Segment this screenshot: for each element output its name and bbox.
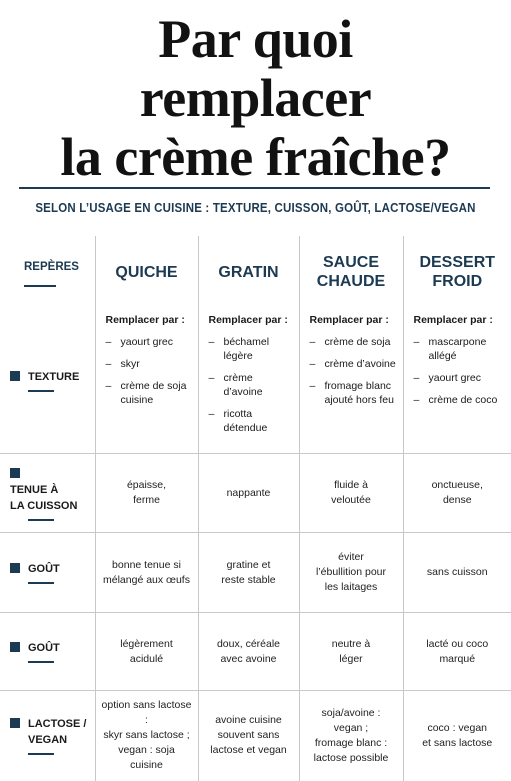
cell-line: épaisse, — [102, 478, 192, 493]
dash-bullet-icon: – — [310, 379, 325, 407]
cell-line: skyr sans lactose ; — [102, 728, 192, 743]
cell-line: lacté ou coco — [410, 637, 506, 652]
column-header-sauce-chaude — [299, 236, 403, 308]
row-label-underline — [28, 582, 54, 584]
cell-line: reste stable — [205, 573, 293, 588]
list-item-text: fromage blanc ajouté hors feu — [325, 379, 399, 407]
list-item-text: mascarpone allégé — [429, 335, 508, 363]
table-row-gout-2 — [0, 613, 511, 691]
list-item — [414, 371, 508, 385]
cell-line: marqué — [410, 652, 506, 667]
list-item-text: crème de coco — [429, 393, 508, 407]
cell-line: l’ébullition pour — [306, 565, 397, 580]
row-label-lactose — [0, 691, 95, 781]
table-cell — [198, 454, 299, 533]
column-header-quiche — [95, 236, 198, 308]
cell-line: mélangé aux œufs — [102, 573, 192, 588]
row-label-line1: LACTOSE / — [28, 718, 86, 730]
cell-line: sans cuisson — [410, 565, 506, 580]
list-item — [310, 357, 399, 371]
cell-line: coco : vegan — [410, 721, 506, 736]
title-line-3: la crème fraîche? — [0, 128, 511, 187]
table-row-lactose — [0, 691, 511, 781]
dash-bullet-icon: – — [414, 371, 429, 385]
cell-line: onctueuse, — [410, 478, 506, 493]
dash-bullet-icon: – — [310, 357, 325, 371]
table-cell — [198, 613, 299, 691]
table-cell — [95, 613, 198, 691]
list-item — [310, 335, 399, 349]
table-cell — [403, 613, 511, 691]
row-label-underline — [28, 519, 54, 521]
list-item-text: skyr — [121, 357, 194, 371]
table-row-texture — [0, 308, 511, 454]
cell-line: fromage blanc : — [306, 736, 397, 751]
cell-line: acidulé — [102, 652, 192, 667]
cell-line: avec avoine — [205, 652, 293, 667]
list-item-text: yaourt grec — [429, 371, 508, 385]
square-bullet-icon — [10, 642, 20, 652]
texture-cell-quiche — [95, 308, 198, 454]
cell-line: gratine et — [205, 558, 293, 573]
cell-line: légèrement — [102, 637, 192, 652]
column-header-sauce-line1: SAUCE — [300, 253, 403, 272]
list-item — [106, 379, 194, 407]
cell-line: lactose et vegan — [205, 743, 293, 758]
list-item — [209, 335, 295, 363]
column-header-quiche-line1: QUICHE — [96, 263, 198, 282]
cell-line: lactose possible — [306, 751, 397, 766]
remplacer-label: Remplacer par : — [106, 314, 194, 326]
table-cell — [299, 454, 403, 533]
row-label-tenue-text — [10, 482, 77, 514]
table-cell — [95, 691, 198, 781]
dash-bullet-icon: – — [209, 371, 224, 399]
list-item-text: crème d’avoine — [325, 357, 399, 371]
title-divider — [19, 187, 490, 189]
dash-bullet-icon: – — [310, 335, 325, 349]
table-cell — [299, 613, 403, 691]
cell-line: avoine cuisine — [205, 713, 293, 728]
row-label-texture — [0, 308, 95, 454]
list-item-text: crème de soja cuisine — [121, 379, 194, 407]
title-line-2: remplacer — [0, 69, 511, 128]
header-reperes-underline — [24, 285, 56, 287]
table-cell — [403, 533, 511, 613]
row-label-line2: VEGAN — [28, 734, 67, 746]
list-item-text: yaourt grec — [121, 335, 194, 349]
texture-cell-dessert-froid — [403, 308, 511, 454]
list-item — [106, 357, 194, 371]
table-cell — [198, 691, 299, 781]
page-title — [0, 10, 511, 187]
cell-line: ferme — [102, 493, 192, 508]
list-item — [414, 393, 508, 407]
column-header-sauce-line2: CHAUDE — [300, 272, 403, 291]
cell-line: vegan ; — [306, 721, 397, 736]
cell-line: vegan : soja — [102, 743, 192, 758]
list-item-text: béchamel légère — [224, 335, 295, 363]
list-item-text: crème d’avoine — [224, 371, 295, 399]
row-label-tenue — [0, 454, 95, 533]
substitution-table — [0, 236, 511, 781]
remplacer-label: Remplacer par : — [209, 314, 295, 326]
cell-line: veloutée — [306, 493, 397, 508]
dash-bullet-icon: – — [106, 357, 121, 371]
table-cell — [403, 691, 511, 781]
texture-cell-sauce-chaude — [299, 308, 403, 454]
header-reperes-label: REPÈRES — [24, 261, 79, 273]
table-cell — [299, 691, 403, 781]
cell-line: et sans lactose — [410, 736, 506, 751]
row-label-texture-text: TEXTURE — [28, 369, 79, 385]
square-bullet-icon — [10, 371, 20, 381]
dash-bullet-icon: – — [414, 335, 429, 363]
cell-line: éviter — [306, 550, 397, 565]
dash-bullet-icon: – — [209, 335, 224, 363]
subtitle: SELON L’USAGE EN CUISINE : TEXTURE, CUISSON, GOÛT, LACTOSE/VEGAN — [20, 201, 490, 215]
list-item — [414, 335, 508, 363]
table-cell — [95, 454, 198, 533]
cell-line: fluide à — [306, 478, 397, 493]
table-cell — [403, 454, 511, 533]
cell-line: neutre à — [306, 637, 397, 652]
square-bullet-icon — [10, 718, 20, 728]
square-bullet-icon — [10, 563, 20, 573]
column-header-gratin — [198, 236, 299, 308]
list-item — [310, 379, 399, 407]
row-label-underline — [28, 390, 54, 392]
row-label-line2: LA CUISSON — [10, 500, 77, 512]
list-item-text: crème de soja — [325, 335, 399, 349]
table-row-gout-1 — [0, 533, 511, 613]
cell-line: dense — [410, 493, 506, 508]
list-item-text: ricotta détendue — [224, 407, 295, 435]
cell-line: nappante — [205, 486, 293, 501]
header-reperes — [0, 236, 95, 308]
cell-line: soja/avoine : — [306, 706, 397, 721]
dash-bullet-icon: – — [209, 407, 224, 435]
column-header-dessert-froid — [403, 236, 511, 308]
table-header-row — [0, 236, 511, 308]
title-line-1: Par quoi — [0, 10, 511, 69]
row-label-line1: TENUE À — [10, 484, 58, 496]
column-header-dessert-line1: DESSERT — [404, 253, 511, 272]
cell-line: léger — [306, 652, 397, 667]
cell-line: doux, céréale — [205, 637, 293, 652]
row-label-underline — [28, 753, 54, 755]
table-cell — [95, 533, 198, 613]
square-bullet-icon — [10, 468, 20, 478]
cell-line: souvent sans — [205, 728, 293, 743]
row-label-lactose-text — [28, 716, 86, 748]
row-label-gout-text: GOÛT — [28, 640, 60, 656]
column-header-dessert-line2: FROID — [404, 272, 511, 291]
list-item — [209, 371, 295, 399]
list-item — [106, 335, 194, 349]
remplacer-label: Remplacer par : — [414, 314, 508, 326]
table-cell — [198, 533, 299, 613]
row-label-gout — [0, 613, 95, 691]
dash-bullet-icon: – — [414, 393, 429, 407]
row-label-gout-text: GOÛT — [28, 561, 60, 577]
dash-bullet-icon: – — [106, 379, 121, 407]
row-label-gout — [0, 533, 95, 613]
cell-line: cuisine — [102, 758, 192, 773]
table-cell — [299, 533, 403, 613]
row-label-underline — [28, 661, 54, 663]
remplacer-label: Remplacer par : — [310, 314, 399, 326]
cell-line: bonne tenue si — [102, 558, 192, 573]
cell-line: les laitages — [306, 580, 397, 595]
list-item — [209, 407, 295, 435]
texture-cell-gratin — [198, 308, 299, 454]
dash-bullet-icon: – — [106, 335, 121, 349]
column-header-gratin-line1: GRATIN — [199, 263, 299, 282]
cell-line: option sans lactose : — [102, 698, 192, 728]
table-row-tenue — [0, 454, 511, 533]
